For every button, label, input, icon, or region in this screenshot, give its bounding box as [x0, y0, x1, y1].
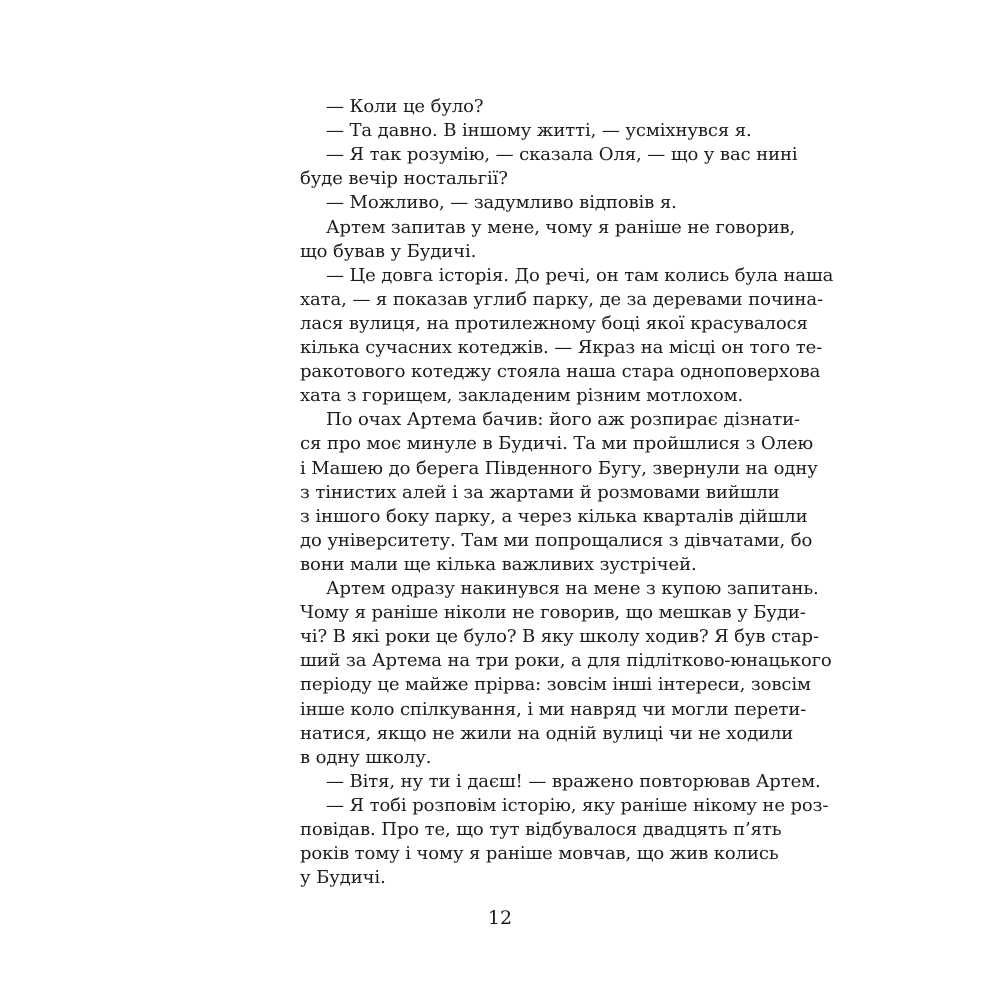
- text-line: з тінистих алей і за жартами й розмовами вийшли: [300, 481, 780, 503]
- text-line: періоду це майже прірва: зовсім інші інтереси, зовсім: [300, 674, 811, 696]
- text-line: інше коло спілкування, і ми навряд чи могли перети-: [300, 698, 807, 720]
- text-line: — Я так розумію, — сказала Оля, — що у вас нині: [326, 144, 798, 166]
- text-line: — Та давно. В іншому житті, — усміхнувся я.: [326, 120, 752, 142]
- text-line: вони мали ще кілька важливих зустрічей.: [300, 553, 697, 575]
- text-line: ся про моє минуле в Будичі. Та ми пройшлися з Олею: [300, 433, 814, 455]
- text-line: хата, — я показав углиб парку, де за деревами почина-: [300, 288, 824, 310]
- page-number: 12: [487, 907, 513, 929]
- text-line: років тому і чому я раніше мовчав, що жив колись: [300, 843, 779, 865]
- text-line: ракотового котеджу стояла наша стара одноповерхова: [300, 361, 821, 383]
- text-line: — Вітя, ну ти і даєш! — вражено повторював Артем.: [326, 770, 821, 792]
- text-line: з іншого боку парку, а через кілька кварталів дійшли: [300, 505, 808, 527]
- text-line: Артем запитав у мене, чому я раніше не говорив,: [326, 216, 796, 238]
- text-line: до університету. Там ми попрощалися з дівчатами, бо: [300, 529, 813, 551]
- text-line: — Коли це було?: [326, 96, 484, 117]
- text-line: Артем одразу накинувся на мене з купою запитань.: [326, 578, 819, 599]
- text-line: у Будичі.: [300, 867, 386, 889]
- text-line: — Я тобі розповім історію, яку раніше нікому не роз-: [326, 794, 829, 816]
- text-line: повідав. Про те, що тут відбувалося двадцять п’ять: [300, 819, 782, 840]
- text-line: хата з горищем, закладеним різним мотлохом.: [300, 385, 744, 407]
- text-line: По очах Артема бачив: його аж розпирає дізнати-: [326, 409, 800, 431]
- text-line: Чому я раніше ніколи не говорив, що мешкав у Буди-: [300, 602, 806, 624]
- text-line: чі? В які роки це було? В яку школу ходив? Я був стар-: [300, 626, 819, 648]
- text-line: — Можливо, — задумливо відповів я.: [326, 192, 677, 214]
- text-line: ший за Артема на три роки, а для підлітково-юнацького: [300, 650, 832, 672]
- text-line: в одну школу.: [300, 746, 432, 768]
- text-line: кілька сучасних котеджів. — Якраз на місці он того те-: [300, 337, 823, 358]
- text-line: лася вулиця, на протилежному боці якої красувалося: [300, 312, 808, 334]
- text-line: — Це довга історія. До речі, он там колись була наша: [326, 264, 834, 286]
- text-line: що бував у Будичі.: [300, 240, 477, 262]
- text-line: буде вечір ностальгії?: [300, 168, 508, 190]
- text-line: натися, якщо не жили на одній вулиці чи не ходили: [300, 722, 794, 744]
- text-line: і Машею до берега Південного Бугу, звернули на одну: [300, 457, 818, 479]
